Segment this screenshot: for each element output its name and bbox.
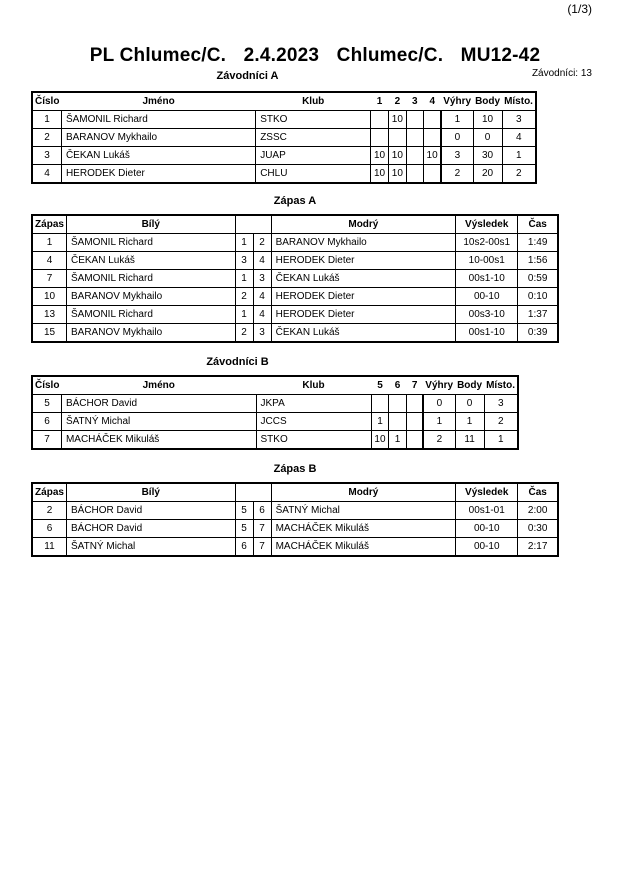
round-score: 1 <box>389 431 406 450</box>
column-header: 6 <box>389 376 406 395</box>
table-row <box>32 324 558 343</box>
round-score: 10 <box>388 165 406 184</box>
column-header: 4 <box>423 92 441 111</box>
placement: 2 <box>502 165 536 184</box>
round-score <box>423 129 441 147</box>
column-header: Body <box>473 92 502 111</box>
white-competitor: ŠAMONIL Richard <box>67 234 236 252</box>
matches-a-title: Zápas A <box>273 195 317 207</box>
white-number: 6 <box>235 538 253 557</box>
blue-number: 2 <box>253 234 271 252</box>
points: 0 <box>473 129 502 147</box>
round-score <box>406 165 423 184</box>
round-score: 10 <box>423 147 441 165</box>
points: 1 <box>455 413 484 431</box>
blue-number: 7 <box>253 538 271 557</box>
blue-number: 4 <box>253 252 271 270</box>
table-row <box>32 431 518 450</box>
column-header: Body <box>455 376 484 395</box>
blue-competitor: HERODEK Dieter <box>271 288 456 306</box>
match-result: 10s2-00s1 <box>456 234 518 252</box>
column-header: Výsledek <box>456 483 518 502</box>
column-header: Výsledek <box>456 215 518 234</box>
table-row <box>32 147 536 165</box>
matches-b-title: Zápas B <box>273 463 317 475</box>
match-result: 00s1-01 <box>456 502 518 520</box>
competitor-number: 3 <box>32 147 61 165</box>
blue-competitor: MACHÁČEK Mikuláš <box>271 520 456 538</box>
column-header: 5 <box>371 376 389 395</box>
competitor-number: 2 <box>32 129 61 147</box>
column-header: Čas <box>518 483 558 502</box>
column-header: Klub <box>256 376 371 395</box>
match-number: 6 <box>32 520 67 538</box>
group-a-title: Závodníci A <box>216 70 279 82</box>
competitor-name: ČEKAN Lukáš <box>61 147 255 165</box>
table-row <box>32 129 536 147</box>
round-score <box>371 395 389 413</box>
round-score: 10 <box>388 147 406 165</box>
competitor-name: ŠAMONIL Richard <box>61 111 255 129</box>
column-header: Bílý <box>67 483 236 502</box>
column-header: Čas <box>518 215 558 234</box>
round-score <box>423 165 441 184</box>
column-header: Číslo <box>32 376 61 395</box>
white-number: 5 <box>235 502 253 520</box>
match-time: 2:00 <box>518 502 558 520</box>
match-number: 2 <box>32 502 67 520</box>
blue-number: 3 <box>253 270 271 288</box>
match-number: 4 <box>32 252 67 270</box>
placement: 3 <box>502 111 536 129</box>
round-score: 10 <box>371 165 389 184</box>
column-header: Místo. <box>484 376 518 395</box>
league-name: PL Chlumec/C. <box>89 45 227 66</box>
matches-b-table <box>31 482 559 557</box>
wins-count: 0 <box>423 395 455 413</box>
column-header <box>235 483 271 502</box>
match-time: 0:39 <box>518 324 558 343</box>
round-score: 10 <box>371 431 389 450</box>
wins-count: 2 <box>423 431 455 450</box>
match-time: 0:10 <box>518 288 558 306</box>
round-score <box>406 413 423 431</box>
white-number: 3 <box>235 252 253 270</box>
blue-competitor: BARANOV Mykhailo <box>271 234 456 252</box>
white-number: 2 <box>235 324 253 343</box>
column-header: 7 <box>406 376 423 395</box>
round-score <box>406 129 423 147</box>
table-row <box>32 502 558 520</box>
table-row <box>32 234 558 252</box>
points: 0 <box>455 395 484 413</box>
match-time: 0:59 <box>518 270 558 288</box>
white-competitor: ČEKAN Lukáš <box>67 252 236 270</box>
group-a-table <box>31 91 537 184</box>
table-row <box>32 413 518 431</box>
competitor-number: 5 <box>32 395 61 413</box>
category: MU12-42 <box>460 45 541 66</box>
column-header: Bílý <box>67 215 236 234</box>
placement: 2 <box>484 413 518 431</box>
match-time: 0:30 <box>518 520 558 538</box>
blue-competitor: ČEKAN Lukáš <box>271 324 456 343</box>
column-header <box>235 215 271 234</box>
competitor-name: ŠATNÝ Michal <box>61 413 256 431</box>
competitor-club: JUAP <box>256 147 371 165</box>
table-row <box>32 520 558 538</box>
group-b-table <box>31 375 519 450</box>
column-header: Modrý <box>271 483 456 502</box>
white-number: 5 <box>235 520 253 538</box>
points: 20 <box>473 165 502 184</box>
table-row <box>32 306 558 324</box>
blue-competitor: MACHÁČEK Mikuláš <box>271 538 456 557</box>
page-title <box>0 45 630 67</box>
white-competitor: ŠAMONIL Richard <box>67 306 236 324</box>
competitor-club: JKPA <box>256 395 371 413</box>
wins-count: 0 <box>441 129 473 147</box>
blue-competitor: HERODEK Dieter <box>271 306 456 324</box>
placement: 3 <box>484 395 518 413</box>
match-result: 10-00s1 <box>456 252 518 270</box>
round-score <box>389 395 406 413</box>
page-number: (1/3) <box>567 2 592 16</box>
blue-number: 3 <box>253 324 271 343</box>
competitor-club: JCCS <box>256 413 371 431</box>
competitor-number: 4 <box>32 165 61 184</box>
blue-number: 4 <box>253 288 271 306</box>
round-score <box>371 129 389 147</box>
column-header: Zápas <box>32 215 67 234</box>
column-header: Klub <box>256 92 371 111</box>
table-row <box>32 395 518 413</box>
white-competitor: BÁCHOR David <box>67 520 236 538</box>
round-score <box>406 147 423 165</box>
wins-count: 1 <box>441 111 473 129</box>
match-time: 1:56 <box>518 252 558 270</box>
round-score: 10 <box>371 147 389 165</box>
column-header: Místo. <box>502 92 536 111</box>
points: 30 <box>473 147 502 165</box>
white-number: 1 <box>235 306 253 324</box>
white-competitor: ŠATNÝ Michal <box>67 538 236 557</box>
white-number: 2 <box>235 288 253 306</box>
table-row <box>32 288 558 306</box>
match-result: 00-10 <box>456 520 518 538</box>
blue-competitor: ČEKAN Lukáš <box>271 270 456 288</box>
column-header: Jméno <box>61 376 256 395</box>
blue-number: 7 <box>253 520 271 538</box>
table-row <box>32 538 558 557</box>
column-header: 2 <box>388 92 406 111</box>
match-number: 10 <box>32 288 67 306</box>
column-header: 1 <box>371 92 389 111</box>
competitor-name: BARANOV Mykhailo <box>61 129 255 147</box>
competitor-club: CHLU <box>256 165 371 184</box>
round-score <box>371 111 389 129</box>
column-header: Jméno <box>61 92 255 111</box>
column-header: Výhry <box>423 376 455 395</box>
match-number: 1 <box>32 234 67 252</box>
match-time: 1:37 <box>518 306 558 324</box>
competitor-name: BÁCHOR David <box>61 395 256 413</box>
match-number: 11 <box>32 538 67 557</box>
match-result: 00-10 <box>456 538 518 557</box>
round-score <box>389 413 406 431</box>
match-number: 13 <box>32 306 67 324</box>
match-number: 7 <box>32 270 67 288</box>
table-row <box>32 270 558 288</box>
table-row <box>32 165 536 184</box>
white-competitor: BARANOV Mykhailo <box>67 324 236 343</box>
match-result: 00s1-10 <box>456 270 518 288</box>
column-header: 3 <box>406 92 423 111</box>
competitors-count: Závodníci: 13 <box>531 68 592 79</box>
round-score <box>406 395 423 413</box>
match-result: 00s1-10 <box>456 324 518 343</box>
competitor-number: 6 <box>32 413 61 431</box>
points: 11 <box>455 431 484 450</box>
venue: Chlumec/C. <box>336 45 444 66</box>
round-score <box>388 129 406 147</box>
round-score: 1 <box>371 413 389 431</box>
competitor-name: HERODEK Dieter <box>61 165 255 184</box>
points: 10 <box>473 111 502 129</box>
round-score <box>423 111 441 129</box>
blue-number: 4 <box>253 306 271 324</box>
match-result: 00s3-10 <box>456 306 518 324</box>
column-header: Číslo <box>32 92 61 111</box>
competitor-number: 1 <box>32 111 61 129</box>
column-header: Modrý <box>271 215 456 234</box>
round-score <box>406 431 423 450</box>
white-number: 1 <box>235 270 253 288</box>
placement: 1 <box>502 147 536 165</box>
match-time: 2:17 <box>518 538 558 557</box>
match-number: 15 <box>32 324 67 343</box>
competitor-name: MACHÁČEK Mikuláš <box>61 431 256 450</box>
table-row <box>32 111 536 129</box>
table-row <box>32 252 558 270</box>
round-score: 10 <box>388 111 406 129</box>
white-number: 1 <box>235 234 253 252</box>
blue-competitor: ŠATNÝ Michal <box>271 502 456 520</box>
wins-count: 1 <box>423 413 455 431</box>
group-b-title: Závodníci B <box>206 356 269 368</box>
event-date: 2.4.2023 <box>243 45 320 66</box>
blue-number: 6 <box>253 502 271 520</box>
column-header: Výhry <box>441 92 473 111</box>
match-time: 1:49 <box>518 234 558 252</box>
match-result: 00-10 <box>456 288 518 306</box>
competitor-club: STKO <box>256 111 371 129</box>
matches-a-table <box>31 214 559 343</box>
wins-count: 3 <box>441 147 473 165</box>
white-competitor: BÁCHOR David <box>67 502 236 520</box>
blue-competitor: HERODEK Dieter <box>271 252 456 270</box>
competitor-club: ZSSC <box>256 129 371 147</box>
round-score <box>406 111 423 129</box>
white-competitor: ŠAMONIL Richard <box>67 270 236 288</box>
placement: 1 <box>484 431 518 450</box>
competitor-club: STKO <box>256 431 371 450</box>
placement: 4 <box>502 129 536 147</box>
competitor-number: 7 <box>32 431 61 450</box>
wins-count: 2 <box>441 165 473 184</box>
column-header: Zápas <box>32 483 67 502</box>
white-competitor: BARANOV Mykhailo <box>67 288 236 306</box>
